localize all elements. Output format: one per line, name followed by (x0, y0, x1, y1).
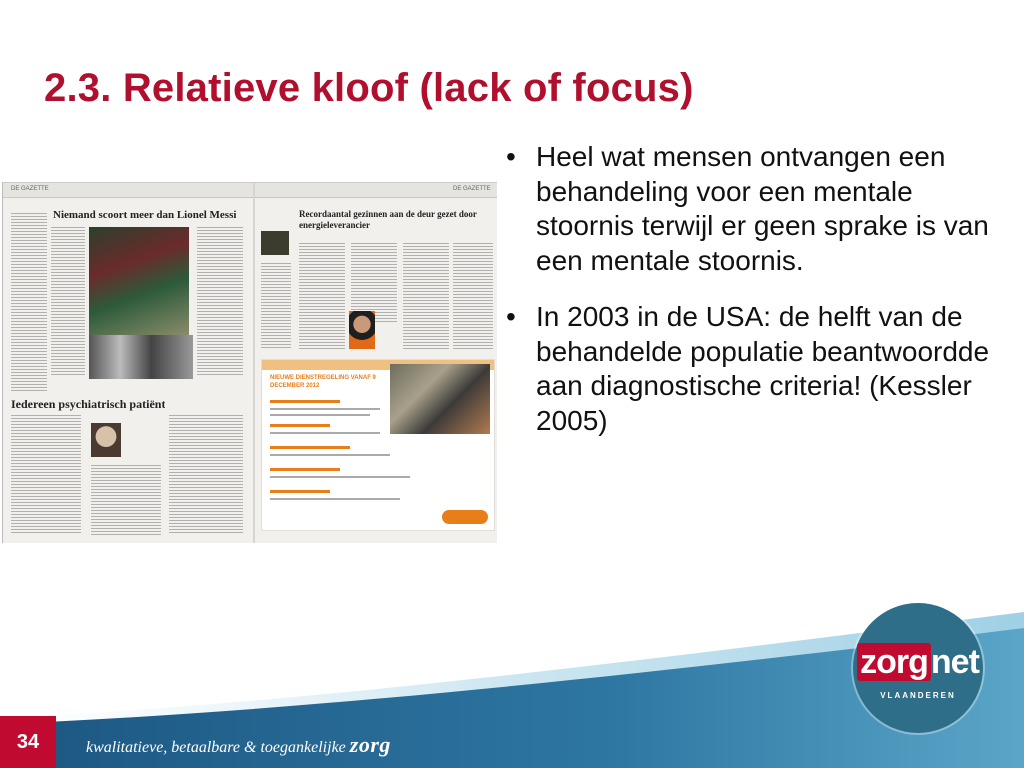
portrait-photo (91, 423, 121, 457)
small-photo (261, 231, 289, 255)
page-number-text: 34 (16, 730, 40, 753)
tagline-text: kwalitatieve, betaalbare & toegankelijke (86, 739, 346, 756)
text-column (453, 243, 493, 349)
advert-line (270, 432, 380, 434)
headline-left-bottom: Iedereen psychiatrisch patiënt (11, 397, 166, 411)
advert-line (270, 468, 340, 471)
page-number (0, 716, 56, 768)
advert-line (270, 446, 350, 449)
advert-line (270, 498, 400, 500)
text-column (261, 263, 291, 349)
text-column (51, 227, 85, 377)
bullet-icon: • (506, 141, 516, 172)
logo-zorg: zorg (857, 643, 931, 681)
text-column (11, 213, 47, 393)
advert-line (270, 476, 410, 478)
advert-logo (442, 510, 488, 524)
woman-photo (349, 311, 375, 349)
advert-line (270, 490, 330, 493)
bullet-item (500, 140, 1000, 278)
slide-title: 2.3. Relatieve kloof (lack of focus) (44, 66, 694, 110)
bullet-text: In 2003 in de USA: de helft van de behandelde populatie beantwoordde aan diagnostische criteria! (Kessler 2005) (536, 301, 990, 436)
advert-line (270, 400, 340, 403)
advert-line (270, 454, 390, 456)
bullet-item (500, 300, 1000, 438)
headline-left-top: Niemand scoort meer dan Lionel Messi (53, 209, 237, 221)
text-column (197, 227, 243, 377)
tagline-emphasis: zorg (349, 732, 391, 757)
advert-line (270, 414, 370, 416)
bullet-text: Heel wat mensen ontvangen een behandeling voor een mentale stoornis terwijl er geen sprake is van een mentale stoornis. (536, 141, 989, 276)
text-column (169, 415, 243, 535)
advert-line (270, 424, 330, 427)
footer-tagline (86, 732, 391, 758)
logo-net: net (930, 643, 979, 681)
advert-title: NIEUWE DIENSTREGELING VANAF 9 DECEMBER 2012 (270, 375, 376, 389)
zorgnet-logo (853, 603, 983, 733)
newspaper-header (3, 183, 497, 198)
logo-wordmark (853, 643, 983, 682)
text-column (403, 243, 449, 349)
text-column (11, 415, 81, 535)
football-photo (89, 227, 189, 335)
logo-subtitle: VLAANDEREN (880, 691, 956, 700)
page-divider (253, 183, 255, 543)
left-masthead: DE GAZETTE (11, 186, 49, 192)
right-masthead: DE GAZETTE (453, 186, 491, 192)
text-column (299, 243, 345, 349)
train-advert (261, 359, 495, 531)
train-photo (390, 364, 490, 434)
bullet-icon: • (506, 301, 516, 332)
bullet-list (500, 140, 1000, 460)
text-column (91, 465, 161, 535)
football-photo-bw (89, 335, 193, 379)
advert-line (270, 408, 380, 410)
headline-right-top: Recordaantal gezinnen aan de deur gezet door energieleverancier (299, 209, 477, 230)
newspaper-image (2, 182, 497, 543)
